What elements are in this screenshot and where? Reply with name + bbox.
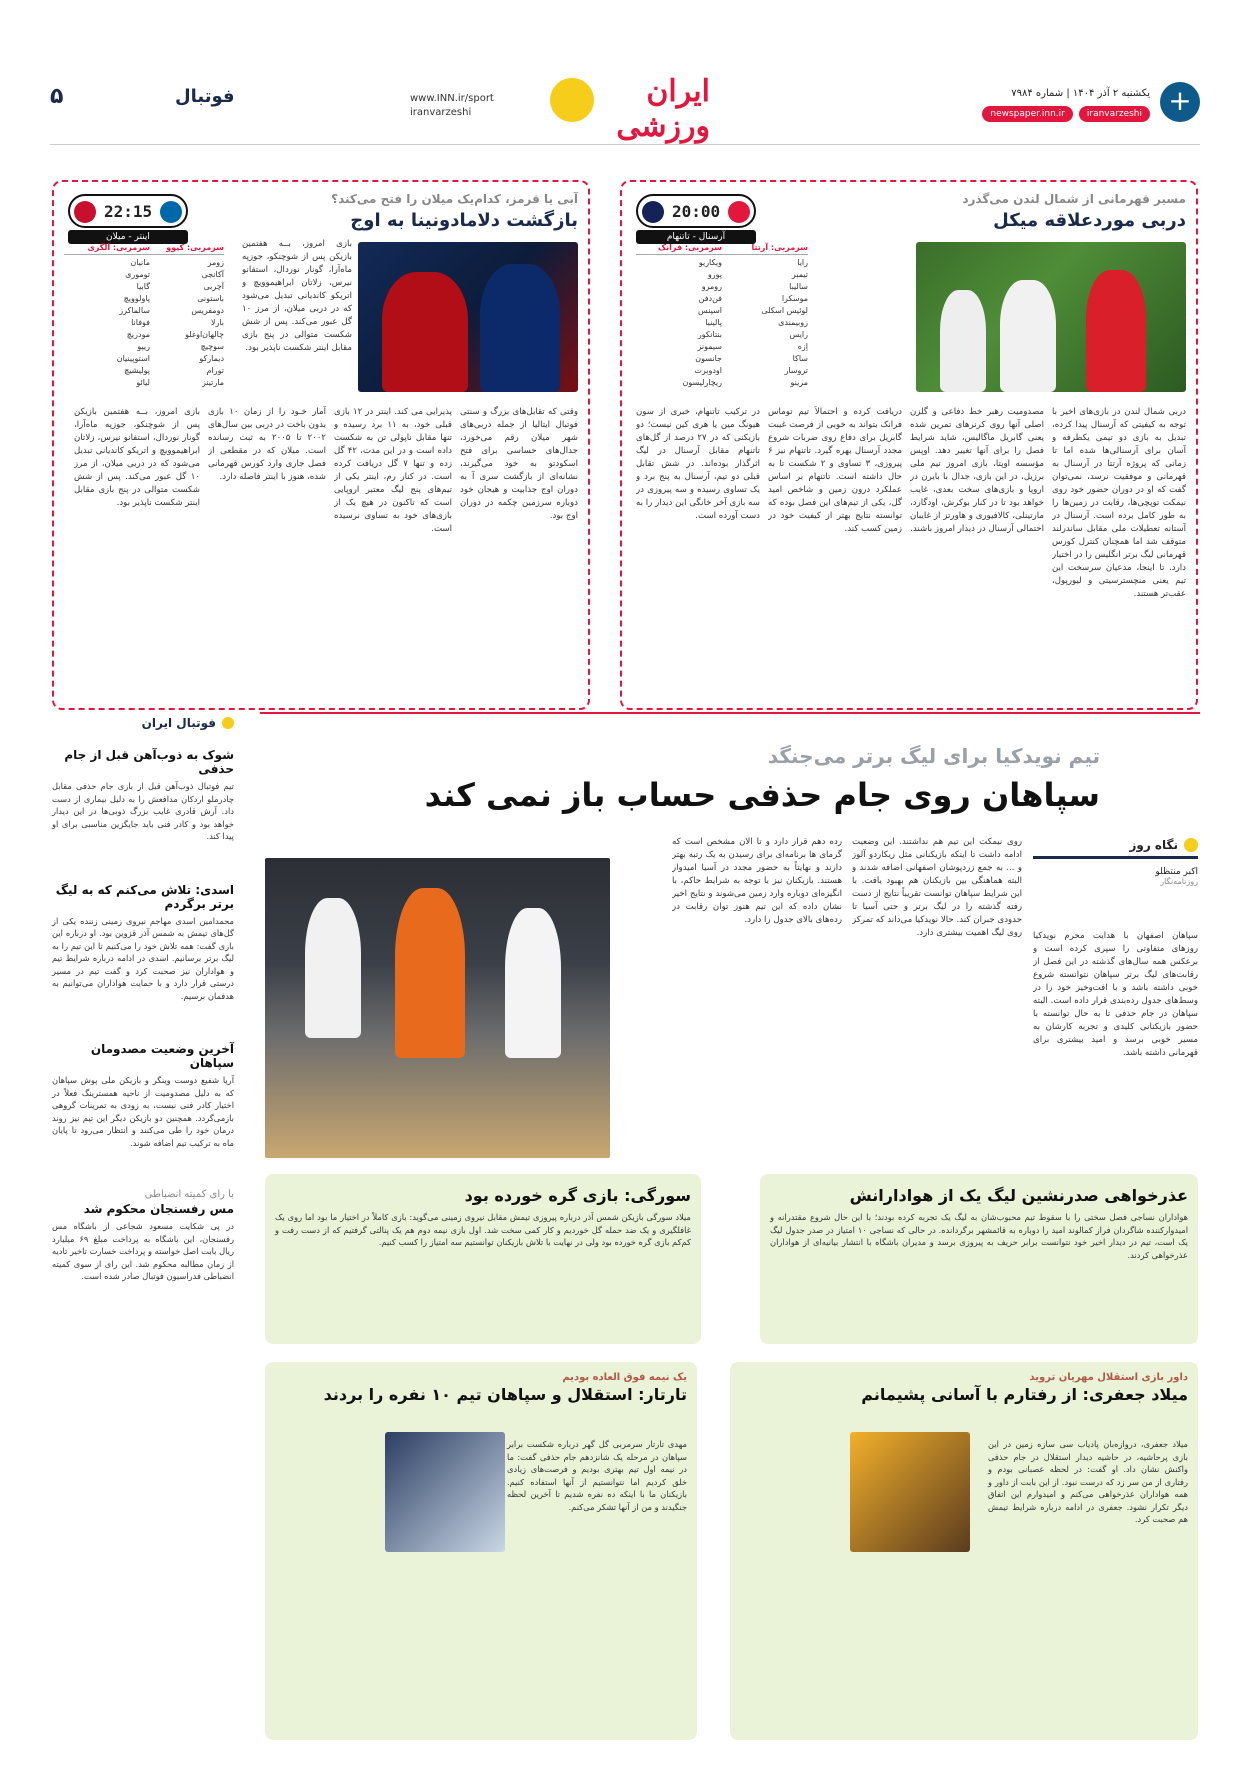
main-headline: سپاهان روی جام حذفی حساب باز نمی کند — [424, 776, 1100, 814]
site-handle[interactable]: iranvarzeshi — [410, 107, 472, 118]
column-rule — [1033, 856, 1198, 859]
lineup-player: ریچارلیسون — [682, 378, 722, 387]
lineup-player: اِزه — [797, 342, 808, 351]
brand-dot-icon — [222, 717, 234, 729]
sidebar-story[interactable] — [52, 883, 234, 1003]
column-dot-icon — [1184, 838, 1198, 852]
tartar-photo — [385, 1432, 505, 1552]
sub-headline: عذرخواهی صدرنشین لیگ یک از هوادارانش — [849, 1186, 1188, 1205]
section-title: فوتبال — [175, 86, 235, 107]
story-title: مس رفسنجان محکوم شد — [83, 1202, 234, 1216]
masthead — [50, 64, 1200, 144]
lineup-player: آکانجی — [201, 270, 224, 279]
jafari-photo — [850, 1432, 970, 1552]
inter-crest-icon — [160, 201, 182, 223]
sub-text: میلاد سورگی بازیکن شمس آذر درباره پیروزی تیمش مقابل نیروی زمینی می‌گوید: بازی کاملاً در اختیار ما بود اما روی یک غافلگیری و یک ضد حمله گل خوردیم و کار کمی سخت شد. اول بازی نیمه دوم هم یک پنالتی گرفتیم که از دست رفت و کم‌کم بازی گره خورده بود ولی در نهایت با تلاش بازیکنان توانستیم سه امتیاز را کسب کنیم. — [275, 1212, 691, 1247]
lineup-player: بارلا — [210, 318, 224, 327]
logo — [550, 64, 710, 144]
score-pill — [68, 194, 188, 228]
story-text: در پی شکایت مسعود شجاعی از باشگاه مس رفسنجان، این باشگاه به پرداخت مبلغ ۶۹ میلیارد ریال بابت اصل خواسته و پرداخت خسارت تاخیر تادیه از زمان مطالبه محکوم شد. این رای از سوی کمیته انضباطی فدراسیون فوتبال صادر شده است. — [52, 1221, 234, 1281]
lineup-player: رومرو — [701, 282, 722, 291]
issue-date: یکشنبه ۲ آذر ۱۴۰۴ | شماره ۷۹۸۴ — [1011, 88, 1150, 99]
lineup-player: زوبیمندی — [778, 318, 808, 327]
plus-icon[interactable]: + — [1160, 82, 1200, 122]
story-kicker: با رای کمیته انضباطی — [144, 1189, 234, 1200]
lineup-player: چالهان‌اوغلو — [185, 330, 224, 339]
lineup-player: سوچیچ — [200, 342, 224, 351]
article-column: دربی شمال لندن در بازی‌های اخیر با توجه به کیفیتی که آرسنال پیدا کرده، تبدیل به بازی دو تیمی یکطرفه و آسان برای آرسنالی‌ها شده اما تا زمانی که پروژه آرتتا در آرسنال به قهرمانی و موفقیت نرسد، نمی‌توان گفت که او در دوران حضور خود روی نیمکت توپچی‌ها، رقابت در زمین‌ها را به طور کامل برده است. آرسنال در آستانه تعطیلات ملی مقابل ساندرلند متوقف شد اما همچنان کنترل کورس قهرمانی لیگ برتر انگلیس را در اختیار دارد. تا اینجا، مدعیان سرسخت این تیم یعنی منچسترسیتی و لیورپول، عقب‌تر هستند. — [1052, 407, 1186, 599]
sidebar-story[interactable] — [52, 748, 234, 843]
sub-headline: میلاد جعفری: از رفتارم با آسانی پشیمانم — [861, 1385, 1188, 1404]
lineup-player: فن‌دفن — [698, 294, 722, 303]
home-lineup — [138, 242, 224, 389]
story-title: آخرین وضعیت مصدومان سپاهان — [90, 1042, 234, 1070]
article-column: آمار خـود را از زمان ۱۰ بازی بدون باخت در دربی بین سال‌های ۲۰۰۲ تا ۲۰۰۵ به ثبت رسانده است. میلان که در مقطعی از فصل جاری وارد کورس قهرمانی شده، هنوز با اینتر فاصله دارد. — [208, 407, 326, 482]
lineup-player: باستونی — [197, 294, 224, 303]
instagram-link[interactable]: newspaper.inn.ir — [982, 106, 1072, 122]
derby-london-box — [620, 180, 1198, 710]
story-title: اسدی: تلاش می‌کنم که به لیگ برتر برگردم — [55, 882, 234, 911]
lineup-player: موسکرا — [781, 294, 808, 303]
story-text: محمدامین اسدی مهاجم نیروی زمینی زننده یکی از گل‌های تیمش به شمس آذر قزوین بود. او درباره این بازی گفت: همه تلاش خود را می‌کنیم تا این تیم را به لیگ برتر برسانیم. اسدی در ادامه درباره شرایط تیم و هواداران نیز صحبت کرد و گفت تیم در مسیر درستی قرار دارد و با حمایت هواداران می‌توانیم به هدفمان برسیم. — [52, 915, 234, 1001]
main-column: رده دهم قرار دارد و تا الان مشخص است که گرمای ها برنامه‌ای برای رسیدن به یک رتبه بهتر دارند و نهایتاً به حضور مجدد در آسیا امیدوار هستند. بازیکنان نیز با توجه به شرایط حاکم، با انگیزه‌ای دوباره وارد زمین می‌شوند و نتایج اخیر نشان داده که این تیم هنوز توان رقابت در رده‌های بالای جدول را دارد. — [672, 837, 842, 925]
lineup-player: اودوبرت — [694, 366, 722, 375]
lineup-player: پاولوویچ — [123, 294, 150, 303]
lineup-player: اسپنس — [698, 306, 722, 315]
sorgi-story-box — [265, 1174, 701, 1344]
sub-headline: تارتار: استقلال و سپاهان تیم ۱۰ نفره را بردند — [323, 1385, 687, 1404]
site-url[interactable]: www.INN.ir/sport — [410, 93, 494, 104]
inter-milan-photo — [358, 242, 578, 392]
nassaji-story-box — [760, 1174, 1198, 1344]
away-coach: سرمربی: فرانک — [636, 242, 722, 255]
article-column: دریافت کرده و احتمالاً تیم توماس فرانک بتواند به خوبی از فرصت غیبت گابریل برای دفاع روی ضربات شروع مجدد آرسنال بهره ‌گیرد. تاتنهام نیز ۶ پیروزی، ۳ تساوی و ۲ شکست تا به حال داشته است. تاتنهام بر اساس عملکرد درون زمین و شاخص امید گل، یکی از تیم‌های این فصل بوده که توانسته نتایج بهتر از کیفیت خود در زمین کسب کند. — [768, 407, 902, 534]
lineup-player: زومر — [207, 258, 224, 267]
lineup-player: ویکاریو — [698, 258, 722, 267]
kickoff-time: 22:15 — [104, 202, 153, 221]
sepahan-match-photo — [265, 858, 610, 1158]
kickoff-time: 20:00 — [672, 202, 721, 221]
sub-headline: سورگی: بازی گره خورده بود — [464, 1186, 691, 1205]
sub-kicker: یک نیمه فوق العاده بودیم — [562, 1372, 687, 1383]
sidebar-brand — [52, 716, 234, 730]
lineup-player: رایس — [789, 330, 808, 339]
article-column: مصدومیت رهبر خط دفاعی و گلزن اصلی آنها روی کرنرهای تمرین شده یعنی گابریل ماگالیس، شاید شرایط فصل را برای آنها تغییر دهد. اوپس مؤسسه اوپتا، بازی امروز تیم ملی برزیل، در این بازی، جدال با بایرن در اروپا و بازی‌های سخت بعدی، غایب خواهد بود تا در کنار بوکرش، اودگارد، مارتینلی، کالافیوری و هاورتز از غایبان احتمالی آرسنال در دیدار امروز باشند. — [910, 407, 1044, 534]
lineup-player: مودریچ — [126, 330, 150, 339]
main-column: سپاهان اصفهان با هدایت محرم نویدکیا روزهای متفاوتی را سپری کرده است و برعکس همه سال‌های گذشته در این فصل از رقابت‌های لیگ برتر سپاهان نتوانسته شروع خوبی داشته باشد و با افت‌وخیز خود را در وسط‌های جدول رده‌بندی قرار داده است. البته سپاهان در جام حذفی تا به حال توانسته با حضور بازیکنانی کلیدی و تجربه کارشان به مسیر خوبی برسد و امید بیشتری برای قهرمانی داشته باشد. — [1033, 931, 1198, 1058]
logo-ball-icon — [550, 78, 594, 122]
box-headline: بازگشت دلامادونینا به اوج — [350, 210, 578, 231]
article-column: در ترکیب تاتنهام، خبری از سون هیونگ مین یا هری کین نیست؛ دو بازیکنی که در ۲۷ درصد از گل‌های تاتنهام مقابل آرسنال در لیگ اثرگذار بوده‌اند. در شش تقابل قبلی دو تیم، آرسنال به پنج برد و یک تساوی رسیده و سه پیروزی در سه بازی آخر خانگی این دیدار را به دست آورده است. — [636, 407, 760, 521]
box-kicker: مسیر قهرمانی از شمال لندن می‌گذرد — [962, 192, 1186, 206]
lineup-player: لوئیس اسکلی — [761, 306, 808, 315]
away-lineup — [636, 242, 722, 389]
jafari-story-box — [730, 1362, 1198, 1740]
logo-text: ایران ورزشی — [616, 74, 710, 144]
masthead-rule — [50, 144, 1200, 145]
lineup-player: ساکا — [792, 354, 808, 363]
story-text: آریا شفیع دوست وینگر و بازیکن ملی پوش سپاهان که به دلیل مصدومیت از ناحیه همسترینگ فعلاً در اختیار کادر فنی نیست، به زودی به تمرینات گروهی بازمی‌گردد. همچنین دو بازیکن دیگر این تیم نیز روند درمان خود را طی می‌کنند و انتظار می‌رود تا پایان ماه به ترکیب تیم اضافه شوند. — [52, 1075, 234, 1148]
site-links — [410, 92, 494, 120]
sidebar-title: فوتبال ایران — [141, 716, 216, 730]
arsenal-crest-icon — [728, 201, 750, 223]
lineup-player: فوفانا — [131, 318, 150, 327]
lineup-player: رایا — [797, 258, 808, 267]
box-headline: دربی موردعلاقه میکل — [993, 210, 1186, 231]
column-label — [1033, 838, 1198, 852]
lineup-player: دیمارکو — [199, 354, 224, 363]
sub-text: هواداران نساجی فصل سختی را با سقوط تیم محبوب‌شان به لیگ یک تجربه کرده بودند؛ با این حال شروع مقتدرانه و امیدوارکننده شاگردان فراز کمالوند امید را دوباره به قائمشهر برگردانده. در حالی که نساجی ۱۰ امتیاز در صدر جدول لیگ یک است، تیم در دیدار اخیر خود نتوانست برابر حریف به پیروزی برسد و مدیران باشگاه با انتشار بیانیه‌ای از هواداران عذرخواهی کردند. — [770, 1212, 1188, 1260]
opinion-column — [1033, 838, 1198, 886]
home-coach: سرمربی: کیوو — [138, 242, 224, 255]
main-kicker: تیم نویدکیا برای لیگ برتر می‌جنگد — [767, 744, 1100, 768]
lineup-player: لیائو — [136, 378, 150, 387]
article-column: بازی امروز، بــه هفتمین بازیکن پس از شوچنکو، جوزپه ماه‌آرا، گونار نوردال، استفانو نیرس، زلاتان ابراهیموویچ و اتریکو کاندیانی تبدیل می‌شود که در دربی میلان، از مرز ۱۰ گل عبور می‌کند. پس از شش شکست متوالی در پنج بازی مقابل اینتر شکست ناپذیر بود. — [74, 407, 200, 508]
story-text: تیم فوتبال ذوب‌آهن قبل از بازی جام حذفی مقابل چادرملو اردکان مدافعش را به دلیل بیماری از دست داد. آرش قادری غایب بزرگ ذوبی‌ها در این دیدار خواهد بود و کادر فنی باید جایگزین مناسبی برای او پیدا کند. — [52, 781, 234, 841]
away-lineup — [64, 242, 150, 389]
arsenal-tottenham-photo — [916, 242, 1186, 392]
derby-milan-box — [52, 180, 590, 710]
match-teams: اینتر - میلان — [68, 230, 188, 244]
iran-football-sidebar — [52, 716, 234, 1736]
lineup-player: ریپو — [137, 342, 150, 351]
article-column: وقتی که تقابل‌های بزرگ و سنتی فوتبال ایتالیا از جمله دربی‌های شهر میلان رقم می‌خورد، جدال‌های حساسی برای فتح اسکودتو به خود می‌گیرند، نشانه‌ای از بازگشت سری آ به دوران اوج جذابیت و هیجان خود دوباره سرزمین چکمه در دوران اوج بود. — [460, 407, 578, 521]
story-title: شوک به ذوب‌آهن قبل از جام حذفی — [64, 748, 234, 776]
article-column: پذیرایی می کند. اینتر در ۱۲ بازی قبلی خود، به ۱۱ برد رسیده و تنها مقابل ناپولی تن به شکست داده است و در این مدت، ۴۲ گل زده و تنها ۷ گل دریافت کرده است. در کنار رم، اینتر یکی از تیم‌های پنج لیگ معتبر اروپایی است که تاکنون در هیچ یک از بازی‌های خود به تساوی نرسیده است. — [334, 407, 452, 534]
sidebar-story[interactable] — [52, 1189, 234, 1283]
home-coach: سرمربی: آرتتا — [722, 242, 808, 255]
lineup-player: دومفریس — [191, 306, 224, 315]
lineup-player: تروسار — [784, 366, 808, 375]
away-coach: سرمربی: آلگری — [64, 242, 150, 255]
main-column: روی نیمکت این تیم هم نداشتند. این وضعیت ادامه داشت تا اینکه بازیکنانی مثل ریکاردو آلوز و ... به جمع زردپوشان اصفهانی اضافه شدند و البته هماهنگی بین بازیکنان هم بهبود یافت. با این شرایط سپاهان توانست تقریباً نتایج از دست رفته گذشته را در لیگ برتر و حتی آسیا تا حدودی جبران کند. حالا نویدکیا می‌داند که تمرکز روی لیگ اهمیت بیشتری دارد. — [852, 837, 1022, 938]
column-name: نگاه روز — [1129, 838, 1178, 852]
lineup-player: گابیا — [136, 282, 150, 291]
sub-text: مهدی تارتار سرمربی گل گهر درباره شکست برابر سپاهان در مرحله یک شانزدهم جام حذفی گفت: ما در نیمه اول تیم بهتری بودیم و فرصت‌های زیادی خلق کردیم اما نتوانستیم از آنها استفاده کنیم. بازیکنان ما با اینکه ده نفره شدیم تا آخرین لحظه جنگیدند و من از آنها تشکر می‌کنم. — [507, 1439, 687, 1512]
lineup-player: پالینیا — [705, 318, 722, 327]
lineup-player: تورام — [206, 366, 224, 375]
sub-kicker: داور بازی استقلال مهریان تروید — [1029, 1372, 1188, 1383]
match-teams: آرسنال - تاتنهام — [636, 230, 756, 244]
lineup-player: جانسون — [695, 354, 722, 363]
lineup-player: سالماکرز — [119, 306, 150, 315]
author-name: اکبر منتظلو — [1155, 867, 1198, 877]
tartar-story-box — [265, 1362, 697, 1740]
lineup-player: استوپینیان — [116, 354, 150, 363]
lineup-player: مانیان — [130, 258, 150, 267]
milan-crest-icon — [74, 201, 96, 223]
lineup-player: مرینو — [790, 378, 808, 387]
lineup-player: تیمبر — [791, 270, 808, 279]
sidebar-story[interactable] — [52, 1042, 234, 1149]
sub-text: میلاد جعفری، دروازه‌بان پادیاب سی سازه زمین در این بازی پرحاشیه، در حاشیه دیدار استقلال در جام حذفی واکنش نشان داد. او گفت: در لحظه عصبانی بودم و رفتاری از من سر زد که درست نبود. از این بابت از داور و همه هواداران عذرخواهی می‌کنم و امیدوارم این اتفاق دیگر تکرار نشود. جعفری در ادامه درباره شرایط تیمش هم صحبت کرد. — [988, 1439, 1188, 1524]
lineup-player: بنتانکور — [697, 330, 722, 339]
page-number: ۵ — [50, 84, 64, 109]
lineup-player: توموری — [125, 270, 150, 279]
lineup-player: پورو — [707, 270, 722, 279]
tottenham-crest-icon — [642, 201, 664, 223]
lineup-player: سالیبا — [789, 282, 808, 291]
section-rule — [260, 712, 1200, 714]
box-kicker: آبی یا قرمز، کدام‌یک میلان را فتح می‌کند؟ — [331, 192, 578, 206]
lineup-player: سیمونز — [697, 342, 722, 351]
article-column: بازی امروز، بــه هفتمین بازیکن پس از شوچنکو، جوزپه ماه‌آرا، گونار نوردال، استفانو نیرس، زلاتان ابراهیموویچ و اتریکو کاندیانی تبدیل می‌شود که در دربی میلان، از مرز ۱۰ گل عبور می‌کند. پس از شش شکست متوالی در پنج بازی مقابل اینتر شکست ناپذیر بود. — [242, 239, 352, 353]
lineup-player: مارتینز — [201, 378, 224, 387]
home-lineup — [722, 242, 808, 389]
social-pills — [982, 106, 1150, 122]
lineup-player: آچربی — [203, 282, 224, 291]
lineup-player: پولیشیچ — [124, 366, 150, 375]
author-role: روزنامه‌نگار — [1160, 877, 1198, 886]
newspaper-link[interactable]: iranvarzeshi — [1079, 106, 1150, 122]
score-pill — [636, 194, 756, 228]
